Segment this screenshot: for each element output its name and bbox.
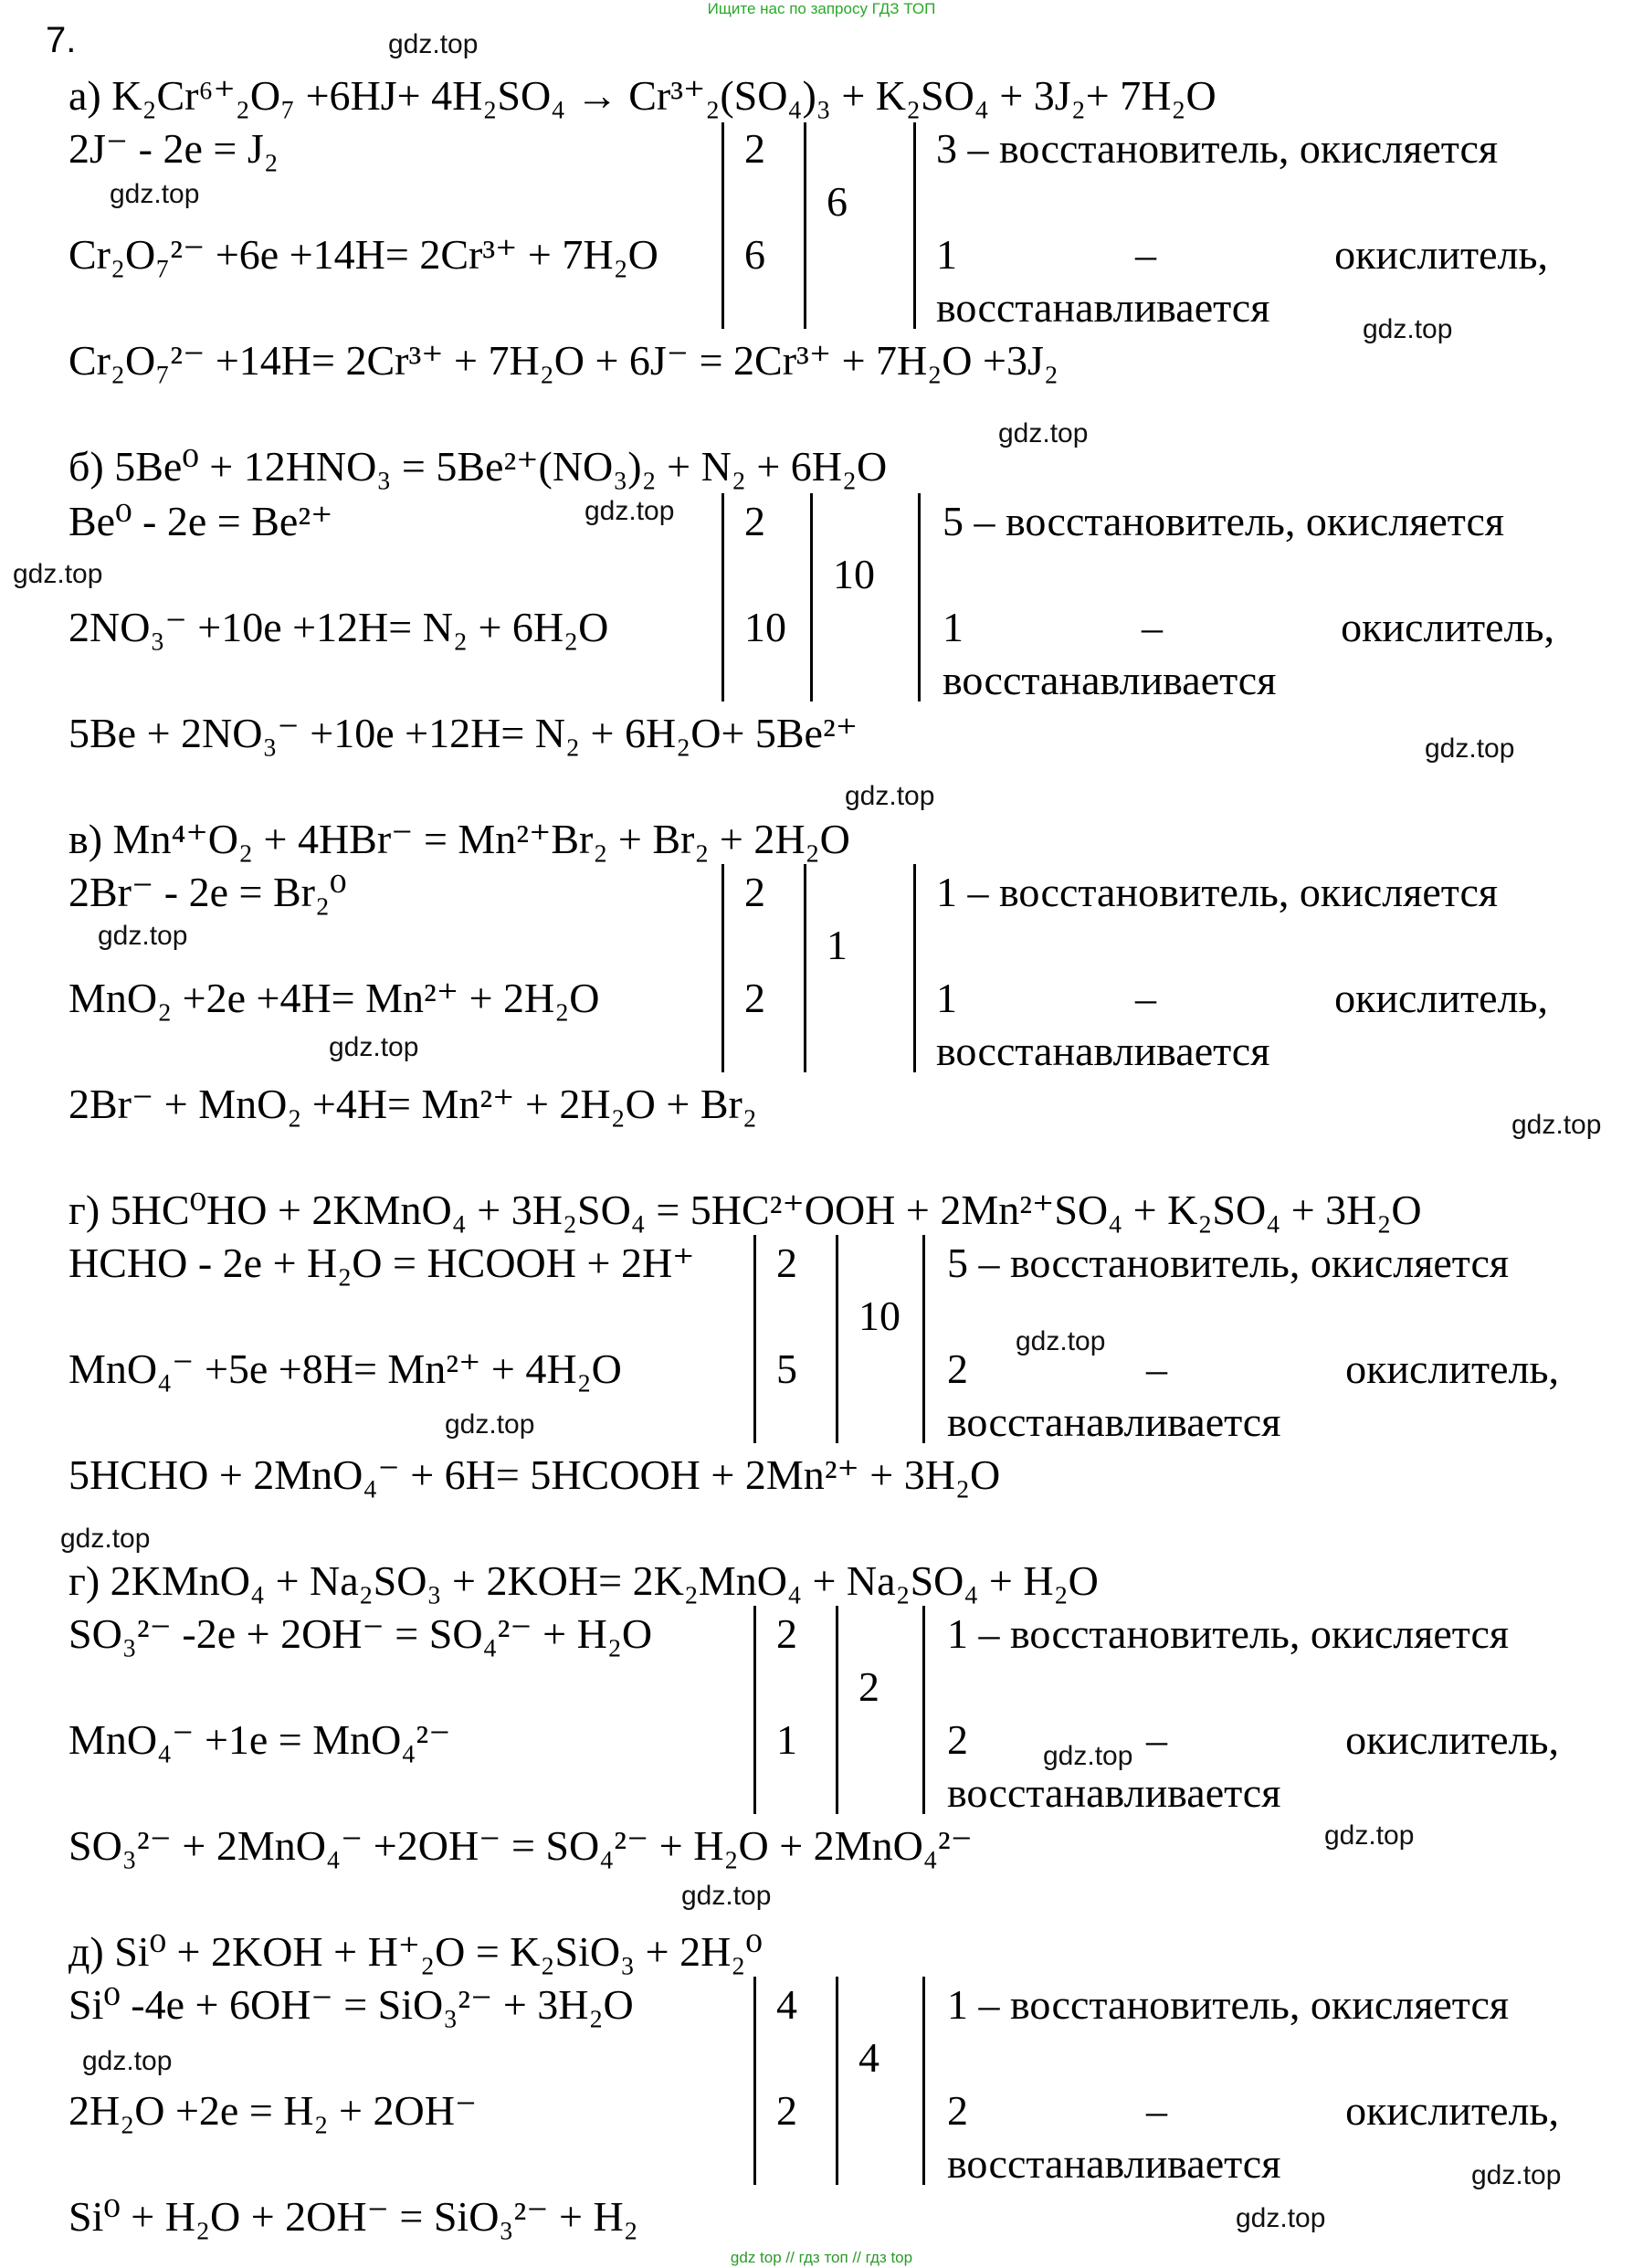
divider	[753, 1235, 756, 1443]
role-coef: 1	[936, 231, 957, 278]
divider	[810, 493, 813, 701]
sum-equation: Cr₂O₇²⁻ +14H= 2Cr³⁺ + 7H₂O + 6J⁻ = 2Cr³⁺ + 7H₂O +3J₂	[68, 337, 1058, 384]
divider	[836, 1606, 838, 1814]
divider	[922, 1606, 925, 1814]
half-reaction-2: 2NO₃⁻ +10e +12H= N₂ + 6H₂O	[68, 604, 609, 650]
sum-equation: 5Be + 2NO₃⁻ +10e +12H= N₂ + 6H₂O+ 5Be²⁺	[68, 710, 858, 756]
role-word: окислитель,	[1345, 2087, 1559, 2134]
divider	[922, 1977, 925, 2185]
watermark: gdz.top	[110, 179, 200, 209]
watermark: gdz.top	[98, 921, 188, 951]
electrons-2: 1	[776, 1716, 797, 1763]
role-oxidizer	[936, 977, 1548, 1019]
role-coef: 1	[943, 604, 964, 650]
role-reduced: восстанавливается	[943, 657, 1277, 703]
role-reducer: 1 – восстановитель, окисляется	[947, 1610, 1510, 1657]
half-reaction-2: MnO₄⁻ +1e = MnO₄²⁻	[68, 1716, 451, 1763]
divider	[721, 493, 724, 701]
equation-header: а) K₂Cr⁶⁺₂O₇ +6HJ+ 4H₂SO₄ → Cr³⁺₂(SO₄)₃ + K₂SO₄ + 3J₂+ 7H₂O	[68, 72, 1216, 119]
electrons-1: 2	[744, 869, 765, 915]
role-dash: –	[1146, 1716, 1168, 1763]
half-reaction-1: 2Br⁻ - 2e = Br₂⁰	[68, 869, 347, 915]
electrons-1: 4	[776, 1981, 797, 2028]
divider	[721, 122, 724, 329]
role-reduced: восстанавливается	[947, 2140, 1281, 2187]
role-reduced: восстанавливается	[947, 1769, 1281, 1816]
lcm: 4	[858, 2034, 879, 2081]
half-reaction-1: SO₃²⁻ -2e + 2OH⁻ = SO₄²⁻ + H₂O	[68, 1610, 653, 1657]
electrons-2: 2	[776, 2087, 797, 2134]
role-oxidizer	[947, 2087, 1559, 2134]
role-reducer: 1 – восстановитель, окисляется	[947, 1981, 1510, 2028]
role-dash: –	[1135, 231, 1157, 278]
electrons-2: 6	[744, 231, 765, 278]
role-reducer: 3 – восстановитель, окисляется	[936, 125, 1499, 172]
divider	[836, 1235, 838, 1443]
divider	[913, 122, 916, 329]
watermark: gdz.top	[998, 418, 1089, 448]
lcm: 10	[833, 551, 875, 597]
equation-header: г) 2KMnO₄ + Na₂SO₃ + 2KOH= 2K₂MnO₄ + Na₂SO₄ + H₂O	[68, 1557, 1099, 1604]
half-reaction-1: HCHO - 2e + H₂O = HCOOH + 2H⁺	[68, 1239, 695, 1286]
watermark: gdz.top	[1471, 2160, 1562, 2190]
divider	[753, 1977, 756, 2185]
task-number: 7.	[46, 20, 77, 60]
watermark: gdz.top	[1425, 733, 1515, 764]
half-reaction-2: 2H₂O +2e = H₂ + 2OH⁻	[68, 2087, 478, 2134]
watermark: gdz.top	[1363, 314, 1453, 344]
role-oxidizer	[936, 231, 1548, 278]
watermark: gdz.top	[82, 2046, 173, 2076]
role-dash: –	[1146, 1345, 1168, 1392]
divider	[913, 864, 916, 1072]
top-banner: Ищите нас по запросу ГДЗ ТОП	[707, 0, 936, 17]
watermark: gdz.top	[1016, 1326, 1106, 1356]
equation-header: д) Si⁰ + 2KOH + H⁺₂O = K₂SiO₃ + 2H₂⁰	[68, 1928, 763, 1975]
watermark: gdz.top	[1324, 1820, 1415, 1851]
divider	[918, 493, 921, 701]
electrons-1: 2	[744, 498, 765, 544]
watermark: gdz.top	[585, 496, 675, 526]
divider	[836, 1977, 838, 2185]
electrons-2: 10	[744, 604, 786, 650]
electrons-2: 5	[776, 1345, 797, 1392]
watermark: gdz.top	[1236, 2203, 1326, 2233]
watermark: gdz.top	[1043, 1741, 1133, 1771]
role-reduced: восстанавливается	[947, 1398, 1281, 1445]
electrons-1: 2	[744, 125, 765, 172]
watermark: gdz.top	[445, 1409, 535, 1440]
role-word: окислитель,	[1341, 604, 1554, 650]
role-oxidizer	[947, 1716, 1559, 1763]
half-reaction-2: MnO₂ +2e +4H= Mn²⁺ + 2H₂O	[68, 975, 600, 1021]
role-reduced: восстанавливается	[936, 1028, 1270, 1074]
role-word: окислитель,	[1345, 1716, 1559, 1763]
divider	[721, 864, 724, 1072]
electrons-2: 2	[744, 975, 765, 1021]
role-dash: –	[1146, 2087, 1168, 2134]
role-word: окислитель,	[1334, 231, 1548, 278]
equation-header: б) 5Be⁰ + 12HNO₃ = 5Be²⁺(NO₃)₂ + N₂ + 6H₂O	[68, 443, 888, 490]
watermark: gdz.top	[388, 29, 479, 59]
role-oxidizer	[943, 604, 1554, 650]
divider	[922, 1235, 925, 1443]
lcm: 6	[827, 178, 848, 225]
divider	[804, 122, 806, 329]
watermark: gdz.top	[1511, 1110, 1602, 1140]
watermark: gdz.top	[845, 781, 935, 811]
sum-equation: 5HCHO + 2MnO₄⁻ + 6H= 5HCOOH + 2Mn²⁺ + 3H₂O	[68, 1451, 1001, 1498]
role-word: окислитель,	[1345, 1345, 1559, 1392]
role-dash: –	[1142, 604, 1164, 650]
watermark: gdz.top	[329, 1032, 419, 1062]
divider	[804, 864, 806, 1072]
role-dash: –	[1135, 975, 1157, 1021]
sum-equation: 2Br⁻ + MnO₂ +4H= Mn²⁺ + 2H₂O + Br₂	[68, 1081, 757, 1127]
watermark: gdz.top	[13, 559, 103, 589]
electrons-1: 2	[776, 1610, 797, 1657]
electrons-1: 2	[776, 1239, 797, 1286]
sum-equation: SO₃²⁻ + 2MnO₄⁻ +2OH⁻ = SO₄²⁻ + H₂O + 2MnO₄²⁻	[68, 1822, 973, 1869]
role-word: окислитель,	[1334, 975, 1548, 1021]
role-coef: 2	[947, 1345, 968, 1392]
watermark: gdz.top	[60, 1524, 151, 1554]
footer: gdz top // гдз топ // гдз top	[730, 2249, 913, 2266]
role-reduced: восстанавливается	[936, 284, 1270, 331]
lcm: 2	[858, 1663, 879, 1710]
lcm: 10	[858, 1292, 900, 1339]
equation-header: г) 5HC⁰HO + 2KMnO₄ + 3H₂SO₄ = 5HC²⁺OOH + 2Mn²⁺SO₄ + K₂SO₄ + 3H₂O	[68, 1187, 1422, 1233]
watermark: gdz.top	[681, 1881, 772, 1911]
role-reducer: 1 – восстановитель, окисляется	[936, 869, 1499, 915]
role-reducer: 5 – восстановитель, окисляется	[943, 498, 1505, 544]
role-coef: 1	[936, 975, 957, 1021]
role-coef: 2	[947, 1716, 968, 1763]
role-reducer: 5 – восстановитель, окисляется	[947, 1239, 1510, 1286]
half-reaction-1: Si⁰ -4e + 6OH⁻ = SiO₃²⁻ + 3H₂O	[68, 1981, 634, 2028]
sum-equation: Si⁰ + H₂O + 2OH⁻ = SiO₃²⁻ + H₂	[68, 2193, 638, 2240]
role-coef: 2	[947, 2087, 968, 2134]
divider	[753, 1606, 756, 1814]
lcm: 1	[827, 922, 848, 968]
half-reaction-1: 2J⁻ - 2e = J₂	[68, 125, 279, 172]
half-reaction-1: Be⁰ - 2e = Be²⁺	[68, 498, 333, 544]
half-reaction-2: MnO₄⁻ +5e +8H= Mn²⁺ + 4H₂O	[68, 1345, 622, 1392]
equation-header: в) Mn⁴⁺O₂ + 4HBr⁻ = Mn²⁺Br₂ + Br₂ + 2H₂O	[68, 816, 850, 862]
half-reaction-2: Cr₂O₇²⁻ +6e +14H= 2Cr³⁺ + 7H₂O	[68, 231, 658, 278]
